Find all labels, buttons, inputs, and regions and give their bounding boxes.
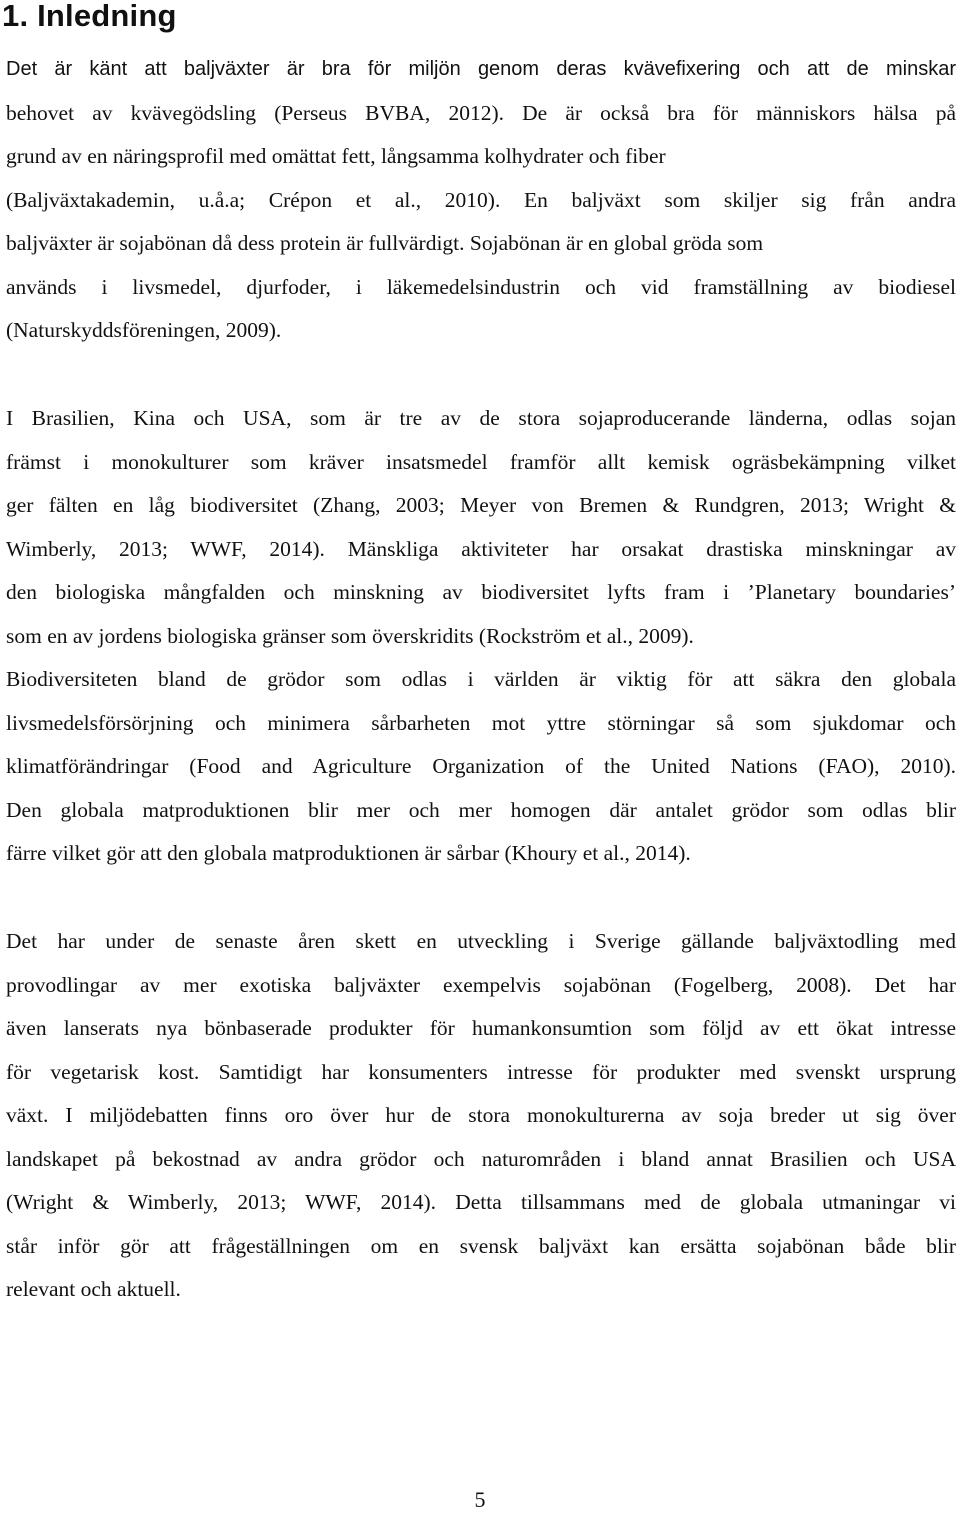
paragraph-line: Det är känt att baljväxter är bra för miljön genom deras kvävefixering och att de minskar	[6, 58, 956, 80]
paragraph-line: behovet av kvävegödsling (Perseus BVBA, 2012). De är också bra för människors hälsa på	[6, 100, 956, 125]
paragraph-line: används i livsmedel, djurfoder, i läkemedelsindustrin och vid framställning av biodiesel	[6, 274, 956, 299]
section-heading: 1. Inledning	[2, 0, 177, 33]
paragraph-line: baljväxter är sojabönan då dess protein är fullvärdigt. Sojabönan är en global gröda som	[6, 231, 764, 255]
page-number: 5	[474, 1487, 486, 1512]
paragraph-line: färre vilket gör att den globala matproduktionen är sårbar (Khoury et al., 2014).	[6, 841, 691, 865]
paragraph-line: (Wright & Wimberly, 2013; WWF, 2014). Detta tillsammans med de globala utmaningar vi	[6, 1190, 956, 1214]
paragraph-line: grund av en näringsprofil med omättat fett, långsamma kolhydrater och fiber	[6, 144, 666, 168]
paragraph-line: livsmedelsförsörjning och minimera sårbarheten mot yttre störningar så som sjukdomar och	[6, 710, 956, 735]
paragraph-line: I Brasilien, Kina och USA, som är tre av de stora sojaproducerande länderna, odlas sojan	[6, 406, 956, 430]
paragraph-line: står inför gör att frågeställningen om en svensk baljväxt kan ersätta sojabönan både blir	[6, 1233, 956, 1258]
paragraph-line: växt. I miljödebatten finns oro över hur de stora monokulturerna av soja breder ut sig över	[6, 1103, 956, 1127]
paragraph-line: relevant och aktuell.	[6, 1277, 181, 1301]
paragraph-line: även lanserats nya bönbaserade produkter för humankonsumtion som följd av ett ökat intresse	[6, 1016, 956, 1040]
paragraph-line: Biodiversiteten bland de grödor som odlas i världen är viktig för att säkra den globala	[6, 667, 956, 691]
paragraph-3	[6, 920, 956, 1312]
paragraph-line: landskapet på bekostnad av andra grödor och naturområden i bland annat Brasilien och USA	[6, 1146, 956, 1171]
paragraph-line: Den globala matproduktionen blir mer och mer homogen där antalet grödor som odlas blir	[6, 797, 956, 822]
paragraph-line: (Naturskyddsföreningen, 2009).	[6, 318, 282, 342]
paragraph-1	[6, 48, 956, 353]
paragraph-line: för vegetarisk kost. Samtidigt har konsumenters intresse för produkter med svenskt ursprung	[6, 1059, 956, 1084]
paragraph-line: ger fälten en låg biodiversitet (Zhang, 2003; Meyer von Bremen & Rundgren, 2013; Wright &	[6, 493, 956, 517]
paragraph-line: provodlingar av mer exotiska baljväxter exempelvis sojabönan (Fogelberg, 2008). Det har	[6, 972, 956, 997]
paragraph-line: främst i monokulturer som kräver insatsmedel framför allt kemisk ogräsbekämpning vilket	[6, 449, 956, 474]
paragraph-line: Det har under de senaste åren skett en utveckling i Sverige gällande baljväxtodling med	[6, 929, 956, 953]
paragraph-line: den biologiska mångfalden och minskning av biodiversitet lyfts fram i ’Planetary boundaries’	[6, 580, 956, 604]
paragraph-line: som en av jordens biologiska gränser som överskridits (Rockström et al., 2009).	[6, 623, 694, 648]
paragraph-line: Wimberly, 2013; WWF, 2014). Mänskliga aktiviteter har orsakat drastiska minskningar av	[6, 536, 956, 561]
paragraph-line: (Baljväxtakademin, u.å.a; Crépon et al., 2010). En baljväxt som skiljer sig från andra	[6, 187, 956, 212]
paragraph-2	[6, 397, 956, 876]
paragraph-line: klimatförändringar (Food and Agriculture Organization of the United Nations (FAO), 2010).	[6, 754, 956, 778]
